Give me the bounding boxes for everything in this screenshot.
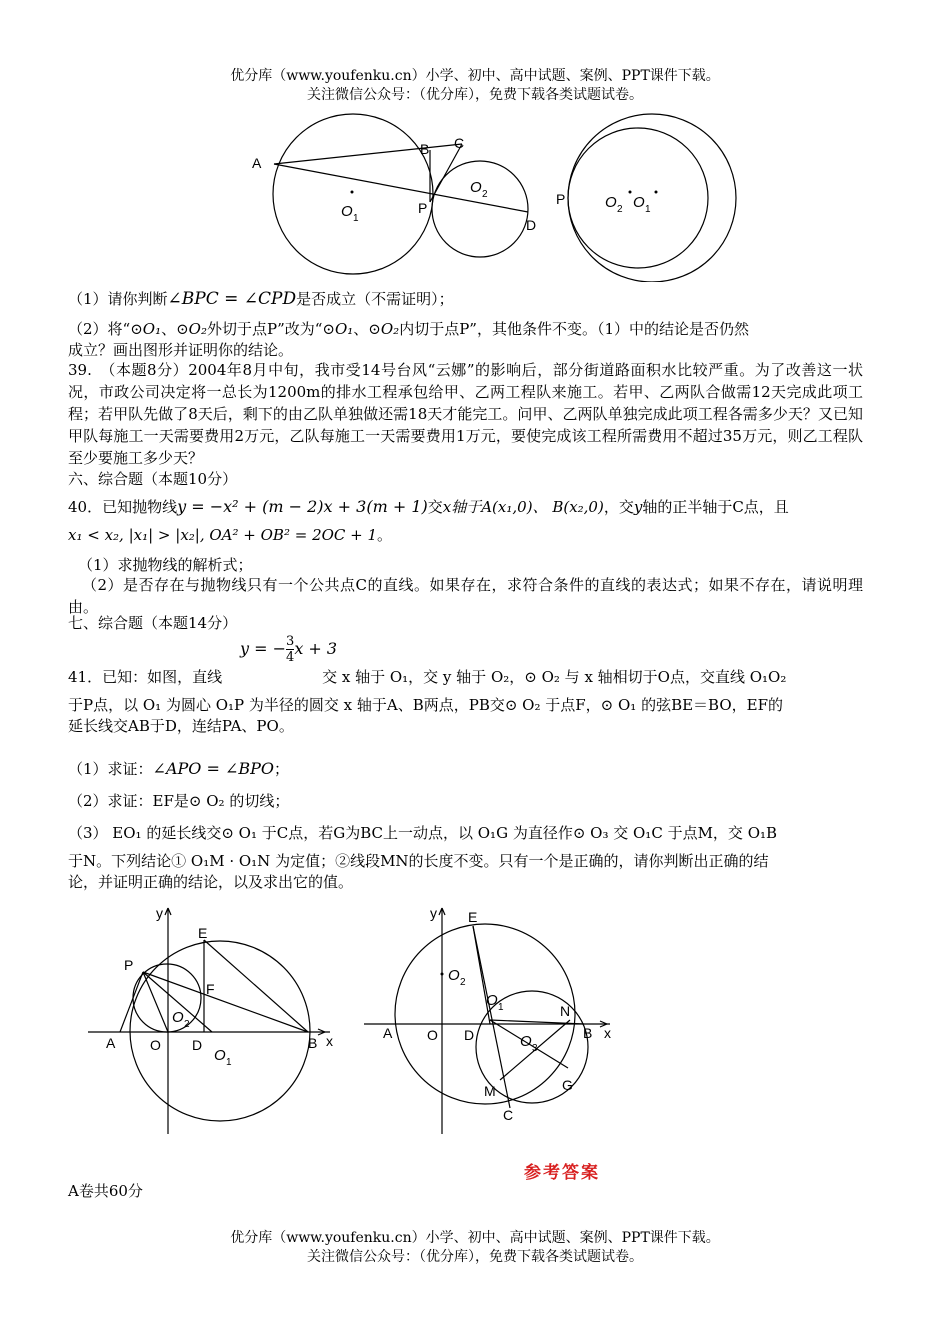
label-p: P xyxy=(418,200,428,216)
left-label-o: O xyxy=(150,1037,161,1053)
left-label-b: B xyxy=(308,1035,318,1051)
right-label-o: O xyxy=(427,1027,438,1043)
q40-parabola: y = −x² + (m − 2)x + 3(m + 1) xyxy=(177,497,428,516)
internal-tangent-figure xyxy=(568,114,736,282)
label-c: C xyxy=(454,135,465,151)
right-label-y: y xyxy=(430,905,437,921)
bottom-figure xyxy=(80,898,640,1138)
right-label-g: G xyxy=(562,1077,573,1093)
answer-title: 参考答案 xyxy=(524,1163,600,1183)
q39-text: 39. （本题8分）2004年8月中旬，我市受14号台风“云娜”的影响后，部分街道路面积水比较严重。为了改善这一状况，市政公司决定将一总长为1200m的排水工程承包给甲、乙两工程队来施工。若甲、乙两队合做需12天完成此项工程；若甲队先做了8天后，剩下的由乙队单独做还需18天才能完工。问甲、乙两队单独完成此项工程各需多少天？又已知甲队每施工一天需要费用2万元，乙队每施工一天需要费用1万元，要使完成该工程所需费用不超过35万元，则乙工程队至少要施工多少天？ xyxy=(68,361,863,467)
external-tangent-figure xyxy=(273,114,528,274)
header-line-2: 关注微信公众号：（优分库），免费下载各类试题试卷。 xyxy=(307,87,643,103)
label-o1b: O xyxy=(633,194,645,211)
left-line-eb xyxy=(204,940,308,1032)
circle-o1 xyxy=(273,114,433,274)
label-o2-sub: 2 xyxy=(482,189,488,200)
left-line-po xyxy=(143,972,168,1032)
label-o2b-sub: 2 xyxy=(617,204,623,215)
q40-part1: （1）求抛物线的解析式； xyxy=(78,556,253,574)
label-o2: O xyxy=(470,179,482,196)
left-label-o1: O xyxy=(214,1047,226,1064)
q41-part3-line3: 论，并证明正确的结论，以及求出它的值。 xyxy=(68,873,354,891)
left-label-o2: O xyxy=(172,1009,184,1026)
right-label-o1: O xyxy=(486,992,498,1009)
label-d: D xyxy=(526,217,537,233)
label-o1-sub: 1 xyxy=(353,213,359,224)
right-label-a: A xyxy=(383,1025,393,1041)
q38-angle-eq: ∠BPC = ∠CPD xyxy=(167,289,297,309)
line-pc xyxy=(430,144,462,202)
section-7-title: 七、综合题（本题14分） xyxy=(68,614,238,632)
right-label-c: C xyxy=(503,1107,514,1123)
section-6-title: 六、综合题（本题10分） xyxy=(68,470,238,488)
q40-line1: 40．已知抛物线y = −x² + (m − 2)x + 3(m + 1)交x轴于A(x₁,0)、 B(x₂,0)，交y轴的正半轴于C点，且 xyxy=(68,497,789,516)
q40-line2: x₁ < x₂, |x₁| > |x₂|, OA² + OB² = 2OC + 1。 xyxy=(68,526,393,544)
line-ac xyxy=(274,144,462,164)
footer-line-1: 优分库（www.youfenku.cn）小学、初中、高中试题、案例、PPT课件下载。 xyxy=(230,1230,720,1246)
q41-part2: （2）求证：EF是⊙ O₂ 的切线； xyxy=(68,792,290,810)
right-label-m: M xyxy=(484,1083,496,1099)
q41-part1: （1）求证：∠APO = ∠BPO； xyxy=(68,759,290,778)
right-label-n: N xyxy=(560,1003,571,1019)
left-label-e: E xyxy=(198,925,208,941)
left-label-f: F xyxy=(206,981,215,997)
left-label-x: x xyxy=(326,1033,333,1049)
right-line-ed xyxy=(473,926,490,1024)
q40-part2: （2）是否存在与抛物线只有一个公共点C的直线。如果存在，求符合条件的直线的表达式；如果不存在，请说明理由。 xyxy=(68,576,863,616)
top-figure xyxy=(240,112,750,282)
right-label-d: D xyxy=(464,1027,475,1043)
q41-line1: 41．已知：如图，直线 交 x 轴于 O₁，交 y 轴于 O₂，⊙ O₂ 与 x 轴相切于O点，交直线 O₁O₂ xyxy=(68,668,787,686)
right-figure xyxy=(364,908,610,1134)
q38-part2: （2）将“⊙O₁、⊙O₂外切于点P”改为“⊙O₁、⊙O₂内切于点P”，其他条件不变。（1）中的结论是否仍然 xyxy=(68,320,749,338)
left-label-a: A xyxy=(106,1035,116,1051)
q38-part2-line2: 成立？画出图形并证明你的结论。 xyxy=(68,341,294,359)
q40-roots: x轴于A(x₁,0)、 B(x₂,0) xyxy=(442,498,604,516)
right-line-ec xyxy=(473,926,510,1108)
line-ad xyxy=(274,164,528,212)
svg-text:1: 1 xyxy=(226,1057,232,1068)
right-label-x: x xyxy=(604,1025,611,1041)
q41-line-eq: y = − $\frac{3}{4}$ x + 3 xyxy=(240,634,338,665)
left-label-p: P xyxy=(124,957,134,973)
left-label-d: D xyxy=(192,1037,203,1053)
left-figure xyxy=(88,908,330,1134)
footer-line-2: 关注微信公众号：（优分库），免费下载各类试题试卷。 xyxy=(307,1249,643,1265)
q40-condition: x₁ < x₂, |x₁| > |x₂|, OA² + OB² = 2OC + 1 xyxy=(68,526,378,544)
right-label-o2: O xyxy=(448,967,460,984)
label-p2: P xyxy=(556,191,566,207)
center-o2-dot xyxy=(629,191,632,194)
q41-line3: 延长线交AB于D，连结PA、PO。 xyxy=(68,717,294,735)
label-o1b-sub: 1 xyxy=(645,204,651,215)
right-label-o3: O xyxy=(520,1033,532,1050)
label-o2b: O xyxy=(605,194,617,211)
svg-text:3: 3 xyxy=(532,1043,538,1054)
right-label-b: B xyxy=(583,1025,593,1041)
left-line-pa xyxy=(120,972,143,1032)
header-line-1: 优分库（www.youfenku.cn）小学、初中、高中试题、案例、PPT课件下载。 xyxy=(230,68,720,84)
svg-text:1: 1 xyxy=(498,1002,504,1013)
svg-text:2: 2 xyxy=(184,1019,190,1030)
label-o1: O xyxy=(341,203,353,220)
label-b: B xyxy=(420,141,430,157)
circle-big xyxy=(568,114,736,282)
center-o1-dot xyxy=(351,191,354,194)
q38-part1: （1）请你判断∠BPC = ∠CPD是否成立（不需证明）； xyxy=(68,289,454,309)
center-o1b-dot xyxy=(655,191,658,194)
q41-angle-eq: ∠APO = ∠BPO xyxy=(152,759,275,778)
right-label-e: E xyxy=(468,909,478,925)
svg-text:2: 2 xyxy=(460,977,466,988)
q41-part3-line1: （3） EO₁ 的延长线交⊙ O₁ 于C点，若G为BC上一动点，以 O₁G 为直径作⊙ O₃ 交 O₁C 于点M，交 O₁B xyxy=(68,824,778,842)
label-a: A xyxy=(252,155,262,171)
left-label-y: y xyxy=(156,905,163,921)
q41-line2: 于P点，以 O₁ 为圆心 O₁P 为半径的圆交 x 轴于A、B两点，PB交⊙ O₂ 于点F，⊙ O₁ 的弦BE＝BO，EF的 xyxy=(68,696,784,714)
q41-part3-line2: 于N。下列结论① O₁M · O₁N 为定值；②线段MN的长度不变。只有一个是正确的，请你判断出正确的结 xyxy=(68,852,769,870)
left-circle-o2 xyxy=(133,964,201,1032)
a-section-score: A卷共60分 xyxy=(68,1182,143,1200)
